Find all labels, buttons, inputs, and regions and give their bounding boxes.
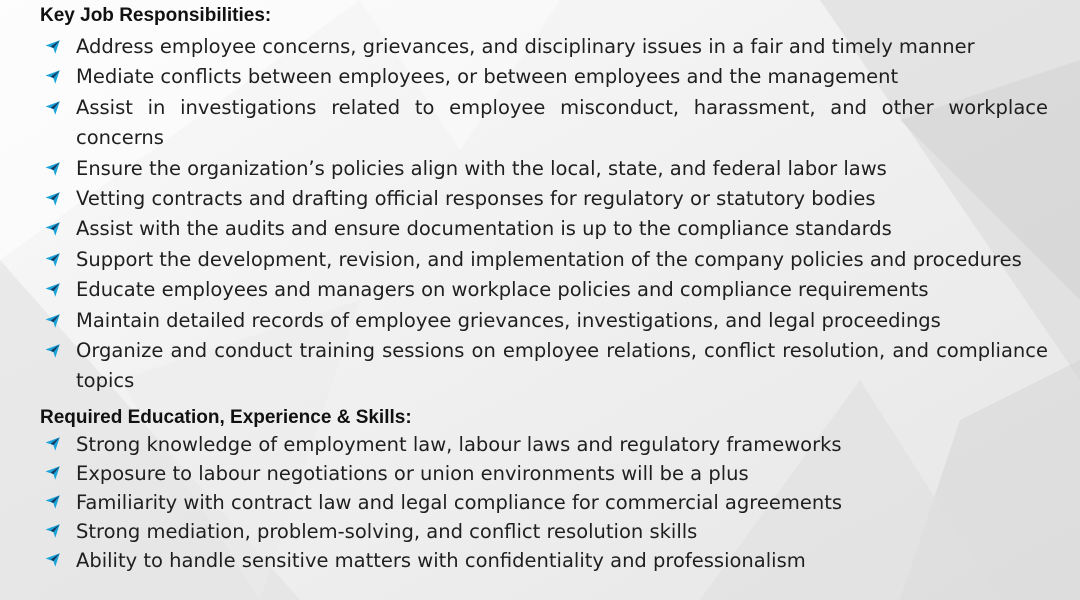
list-item	[40, 546, 1048, 575]
list-item-text: Vetting contracts and drafting official responses for regulatory or statutory bodies	[76, 187, 876, 211]
airplane-icon	[44, 68, 62, 86]
list-item	[40, 488, 1048, 517]
document-body	[40, 0, 1048, 575]
requirements-list	[40, 430, 1048, 575]
airplane-icon	[44, 522, 62, 540]
list-item	[40, 306, 1048, 336]
list-item-text: Familiarity with contract law and legal compliance for commercial agreements	[76, 490, 843, 514]
list-item	[40, 275, 1048, 305]
list-item	[40, 184, 1048, 214]
list-item-text: Ensure the organization’s policies align with the local, state, and federal labor laws	[76, 156, 887, 180]
list-item	[40, 32, 1048, 62]
responsibilities-list	[40, 32, 1048, 397]
list-item	[40, 214, 1048, 244]
requirements-heading: Required Education, Experience & Skills:	[40, 406, 412, 428]
list-item-text: Strong knowledge of employment law, labour laws and regulatory frameworks	[76, 432, 842, 456]
list-item-text: Exposure to labour negotiations or union environments will be a plus	[76, 461, 749, 485]
list-item-text: Strong mediation, problem-solving, and conflict resolution skills	[76, 519, 698, 543]
list-item	[40, 93, 1048, 154]
list-item	[40, 336, 1048, 397]
airplane-icon	[44, 99, 62, 117]
list-item-text: Mediate conflicts between employees, or between employees and the management	[76, 65, 899, 89]
list-item-text: Assist with the audits and ensure documentation is up to the compliance standards	[76, 217, 892, 241]
list-item	[40, 430, 1048, 459]
airplane-icon	[44, 220, 62, 238]
list-item-text: Ability to handle sensitive matters with confidentiality and professionalism	[76, 548, 806, 572]
responsibilities-heading: Key Job Responsibilities:	[40, 5, 272, 26]
airplane-icon	[44, 251, 62, 269]
airplane-icon	[44, 464, 62, 482]
airplane-icon	[44, 551, 62, 569]
airplane-icon	[44, 190, 62, 208]
list-item	[40, 62, 1048, 92]
list-item-text: Educate employees and managers on workplace policies and compliance requirements	[76, 278, 929, 302]
list-item	[40, 245, 1048, 275]
airplane-icon	[44, 342, 62, 360]
list-item-text: Maintain detailed records of employee grievances, investigations, and legal proceedings	[76, 308, 941, 332]
airplane-icon	[44, 493, 62, 511]
airplane-icon	[44, 38, 62, 56]
list-item-text: Organize and conduct training sessions on employee relations, conflict resolution, and compliance topics	[76, 339, 1048, 393]
list-item-text: Assist in investigations related to employee misconduct, harassment, and other workplace concerns	[76, 95, 1048, 150]
airplane-icon	[44, 312, 62, 330]
airplane-icon	[44, 160, 62, 178]
list-item-text: Support the development, revision, and implementation of the company policies and procedures	[76, 247, 1022, 271]
list-item	[40, 154, 1048, 184]
airplane-icon	[44, 435, 62, 453]
list-item-text: Address employee concerns, grievances, and disciplinary issues in a fair and timely manner	[76, 35, 975, 58]
list-item	[40, 459, 1048, 488]
list-item	[40, 517, 1048, 546]
airplane-icon	[44, 281, 62, 299]
